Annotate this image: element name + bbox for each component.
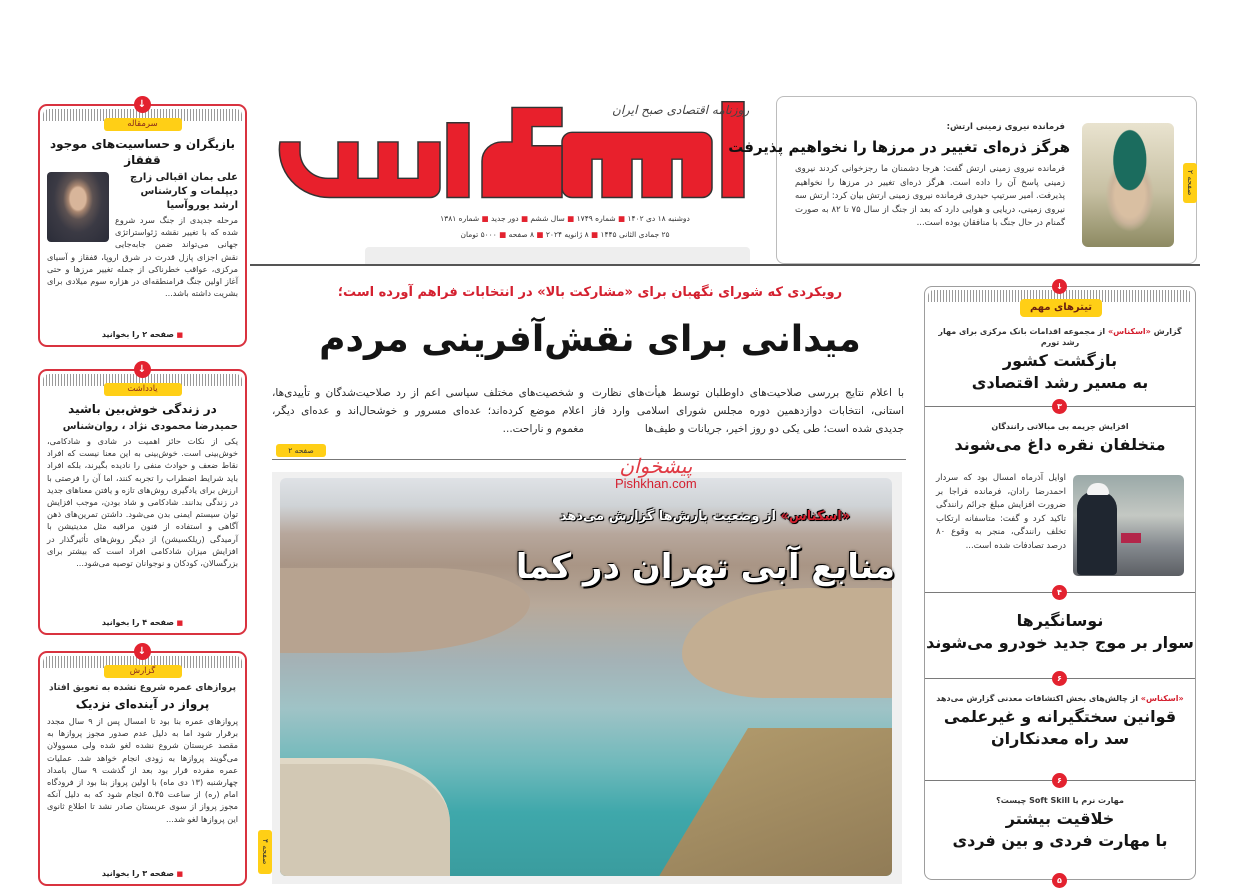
section-tag: سرمقاله xyxy=(104,118,182,131)
date-hijri: ۲۵ جمادی الثانی ۱۴۴۵ xyxy=(600,230,670,239)
year-volume: سال ششم xyxy=(530,214,565,223)
page-number-badge[interactable]: ۳ xyxy=(1052,399,1067,414)
editorial-box[interactable] xyxy=(38,104,247,347)
read-more-text[interactable]: صفحه ۴ را بخوانید xyxy=(101,618,175,627)
report-body: پروازهای عمره بنا بود تا امسال پس از ۹ سال مجدد برقرار شود اما به دلیل عدم صدور مجوز پروازها به مقصد عربستان شروع نشده لغو شده ولی مسوولان می‌گویند پروازها به زودی انجام خواهد شد. عملیات عمره مفرده قرار بود بعد از گذشت ۹ سال بامداد چهارشنبه (۱۳ دی ماه) با اولین پرواز بنا بود از فرودگاه امام (ره) از ساعت ۵.۴۵ انجام شود که به دلیل آنکه مجوز پرواز از سوی عربستان صادر نشد تا اطلاع ثانوی این پروازها لغو شد... xyxy=(47,716,238,824)
headline-title-line1[interactable]: قوانین سختگیرانه و غیرعلمی xyxy=(943,707,1177,726)
report-subtitle: پروازهای عمره شروع نشده به تعویق افتاد xyxy=(49,683,236,693)
report-content xyxy=(40,712,245,865)
note-author: حمیدرضا محمودی نژاد ، روان‌شناس xyxy=(62,421,238,432)
headline-kicker: مهارت نرم یا Soft Skill چیست؟ xyxy=(996,796,1124,805)
teaser-title[interactable]: هرگز ذره‌ای تغییر در مرزها را نخواهیم پذیرفت xyxy=(728,138,1070,156)
headline-kicker xyxy=(925,326,1195,348)
editorial-body: مرحله جدیدی از جنگ سرد شروع شده که با تغییر نقشه ژئواستراتژی جهانی می‌تواند ضمن جابه‌جایی نقش اجزای پازل قدرت در شرق اروپا، قفقاز و آسیای مرکزی، عواقب خطرناکی از جمله تغییر مرزها و حتی آغاز اولین جنگ فرامنطقه‌ای در هزاره سوم میلادی برای بشریت داشته باشد... xyxy=(47,215,238,299)
headline-title-line2[interactable]: با مهارت فردی و بین فردی xyxy=(952,831,1168,850)
page-number-badge[interactable]: ۴ xyxy=(1052,585,1067,600)
date-gregorian: ۸ ژانویه ۲۰۲۴ xyxy=(545,230,589,239)
main-headline[interactable]: میدانی برای نقش‌آفرینی مردم xyxy=(319,319,861,360)
headline-title-line1[interactable]: نوسانگیرها xyxy=(1016,611,1104,630)
read-more-link[interactable] xyxy=(40,865,245,884)
teaser-kicker: فرمانده نیروی زمینی ارتش: xyxy=(946,122,1065,132)
headline-kicker xyxy=(925,693,1195,704)
section-tag: گزارش xyxy=(104,665,182,678)
editorial-author: علی بمان اقبالی زارچ دیپلمات و کارشناس ارشد یوروآسیا xyxy=(129,172,238,211)
series-issue-number: شماره ۱۳۸۱ xyxy=(440,214,480,223)
price: ۵۰۰۰ تومان xyxy=(460,230,497,239)
main-page-tag[interactable]: صفحه ۲ xyxy=(276,444,326,457)
hillside xyxy=(652,728,892,876)
main-body-left: و شخصیت‌های مختلف سیاسی اعم از رد صلاحیت‌شدگان و تأییدی‌ها، اعلام موضع کرده‌اند؛ عده‌ای مسرور و خوشحال‌اند و عده‌ای دیگر، مغموم و ناراحت... xyxy=(272,387,584,435)
kicker-post: از مجموعه اقدامات بانک مرکزی برای مهار رشد تورم xyxy=(938,327,1108,347)
traffic-police-photo xyxy=(1073,475,1184,576)
main-kicker: رویکردی که شورای نگهبان برای «مشارکت بالا» در انتخابات فراهم آورده است؛ xyxy=(337,285,843,300)
main-body-right: با اعلام نتایج بررسی صلاحیت‌های داوطلبان توسط هیأت‌های نظارت استانی، انتخابات دوازدهمین دوره مجلس شورای اسلامی وارد فاز جدیدی شده است؛ طی یکی دو روز اخیر، جریانات و طیف‌ها xyxy=(592,387,904,435)
headline-title-line1[interactable]: بازگشت کشور xyxy=(1002,351,1118,370)
page-number-badge[interactable]: ۶ xyxy=(1052,671,1067,686)
officer-figure xyxy=(1077,491,1117,575)
read-more-link[interactable] xyxy=(40,614,245,633)
page-number-badge[interactable]: ۵ xyxy=(1052,873,1067,888)
note-title[interactable]: در زندگی خوش‌بین باشید xyxy=(68,402,217,416)
top-teaser[interactable] xyxy=(728,96,1197,264)
shore-right xyxy=(682,588,892,698)
headline-item[interactable] xyxy=(925,693,1195,750)
photo-kicker xyxy=(520,508,890,526)
headline-item[interactable] xyxy=(925,610,1195,654)
report-title[interactable]: پرواز در آینده‌ای نزدیک xyxy=(75,697,210,711)
headline-item[interactable] xyxy=(925,421,1195,456)
arrow-down-icon: ↓ xyxy=(134,96,151,113)
photo-kicker-brand: «اسکناس» xyxy=(780,509,851,524)
teaser-body: فرمانده نیروی زمینی ارتش گفت: هرجا دشمنان ما رجزخوانی کردند نیروی زمینی پاسخ آن را داده است. هرگز ذره‌ای تغییر در مرزها را نخواهیم پذیرفت. امیر سرتیپ حیدری فرمانده نیروی زمینی ارتش بیان کرد: ارتش سه نیروی زمینی، دریایی و هوایی دارد که بعد از جنگ از سال ۷۵ تا ۸۲ به صورت گمنام در حال جنگ با منافقان بوده است... xyxy=(795,164,1065,228)
bullet-icon: ■ xyxy=(174,870,184,878)
note-content xyxy=(40,417,245,614)
arrow-down-icon: ↓ xyxy=(134,361,151,378)
photo-headline[interactable]: منابع آبی تهران در کما xyxy=(515,547,895,587)
dam-lake-photo xyxy=(280,478,892,876)
editorial-content xyxy=(40,168,245,326)
arrow-down-icon: ↓ xyxy=(134,643,151,660)
pishkhan-watermark xyxy=(615,455,697,491)
dam-wall xyxy=(280,758,450,876)
read-more-link[interactable] xyxy=(40,326,245,345)
general-portrait-photo xyxy=(1082,123,1174,247)
bullet-icon: ■ xyxy=(174,619,184,627)
headline-kicker: افزایش جریمه بی مبالاتی رانندگان xyxy=(991,422,1129,431)
headline-title-line2[interactable]: سد راه معدنکاران xyxy=(990,729,1130,748)
read-more-text[interactable]: صفحه ۲ را بخوانید xyxy=(101,330,175,339)
photo-kicker-text: از وضعیت بارش‌ها گزارش می‌دهد xyxy=(559,509,781,524)
headline-body: اوایل آذرماه امسال بود که سردار احمدرضا رادان، فرمانده فراجا بر ضرورت افزایش مبلغ جرائم رانندگی تاکید کرد و گفت: متاسفانه ارتکاب تخلف رانندگی، منجر به وقوع ۸۰ درصد تصادفات شده است... xyxy=(936,473,1066,551)
headlines-tag: تیترهای مهم xyxy=(1020,299,1102,317)
kicker-brand: «اسکناس» xyxy=(1140,694,1184,703)
report-box[interactable] xyxy=(38,651,247,886)
newspaper-slogan: روزنامه اقتصادی صبح ایران xyxy=(612,103,750,117)
officer-cap xyxy=(1087,483,1109,495)
bullet-icon: ■ xyxy=(174,331,184,339)
headline-item[interactable] xyxy=(925,326,1195,394)
date-shamsi: دوشنبه ۱۸ دی ۱۴۰۲ xyxy=(627,214,690,223)
kicker-post: از چالش‌های بخش اکتشافات معدنی گزارش می‌دهد xyxy=(936,694,1141,703)
watermark-url: Pishkhan.com xyxy=(615,476,697,491)
author-portrait xyxy=(47,172,109,242)
headline-item[interactable] xyxy=(925,795,1195,852)
ticket-shape xyxy=(1121,533,1141,543)
shore-left xyxy=(280,568,530,653)
page-count: ۸ صفحه xyxy=(508,230,535,239)
masthead-divider xyxy=(250,264,1200,266)
read-more-text[interactable]: صفحه ۳ را بخوانید xyxy=(101,869,175,878)
headline-title-line2[interactable]: سوار بر موج جدید خودرو می‌شوند xyxy=(926,633,1194,652)
headline-title-line1[interactable]: متخلفان نقره داغ می‌شوند xyxy=(954,435,1166,454)
section-tag: یادداشت xyxy=(104,383,182,396)
editorial-title[interactable]: بازیگران و حساسیت‌های موجود قفقاز xyxy=(49,137,236,167)
note-box[interactable] xyxy=(38,369,247,635)
photo-page-tag[interactable]: صفحه ۴ xyxy=(258,830,272,874)
headline-title-line1[interactable]: خلاقیت بیشتر xyxy=(1005,809,1115,828)
issue-number: شماره ۱۷۴۹ xyxy=(576,214,616,223)
dateline-other: ۲۵ جمادی الثانی ۱۴۴۵ ■ ۸ ژانویه ۲۰۲۴ ■ ۸ صفحه ■ ۵۰۰۰ تومان xyxy=(460,230,670,239)
headline-title-line2[interactable]: به مسیر رشد اقتصادی xyxy=(971,373,1149,392)
dateline-persian: دوشنبه ۱۸ دی ۱۴۰۲ ■ شماره ۱۷۴۹ ■ سال ششم ■ دور جدید ■ شماره ۱۳۸۱ xyxy=(440,214,690,223)
note-body: یکی از نکات حائز اهمیت در شادی و شادکامی، خوش‌بینی است. خوش‌بینی به این معنا نیست که افراد نقاط ضعف و حوادث منفی را نادیده بگیرند، بلکه افراد باید شرایط اضطراب را تجربه کنند، اما آن را فرصتی با ارزش برای یادگیری روش‌های تازه و یافتن معناهای جدید در زندگی بدانند. شادکامی و شاد بودن، موجب افزایش توان سیستم ایمنی بدن می‌شود. داشتن تمرین‌های ذهن آگاهی و استفاده از فنون مراقبه مثل مدیتیشن با آرمیدگی (ریلکسیشن) از دیگر روش‌های تأثیرگذار در افزایش میزان شادکامی افراد است که بیشتر برای بزرگسالان، کودکان و نوجوانان توصیه می‌شود... xyxy=(47,436,238,569)
watermark-persian: پیشخوان xyxy=(619,454,693,478)
page-number-badge[interactable]: ۶ xyxy=(1052,773,1067,788)
kicker-pre: گزارش xyxy=(1150,327,1182,336)
kicker-brand: «اسکناس» xyxy=(1107,327,1151,336)
series: دور جدید xyxy=(490,214,519,223)
masthead-gray-bar xyxy=(365,247,750,264)
teaser-page-tag[interactable]: صفحه ۲ xyxy=(1183,163,1197,203)
arrow-down-icon: ↓ xyxy=(1052,279,1067,294)
main-divider xyxy=(272,459,906,460)
